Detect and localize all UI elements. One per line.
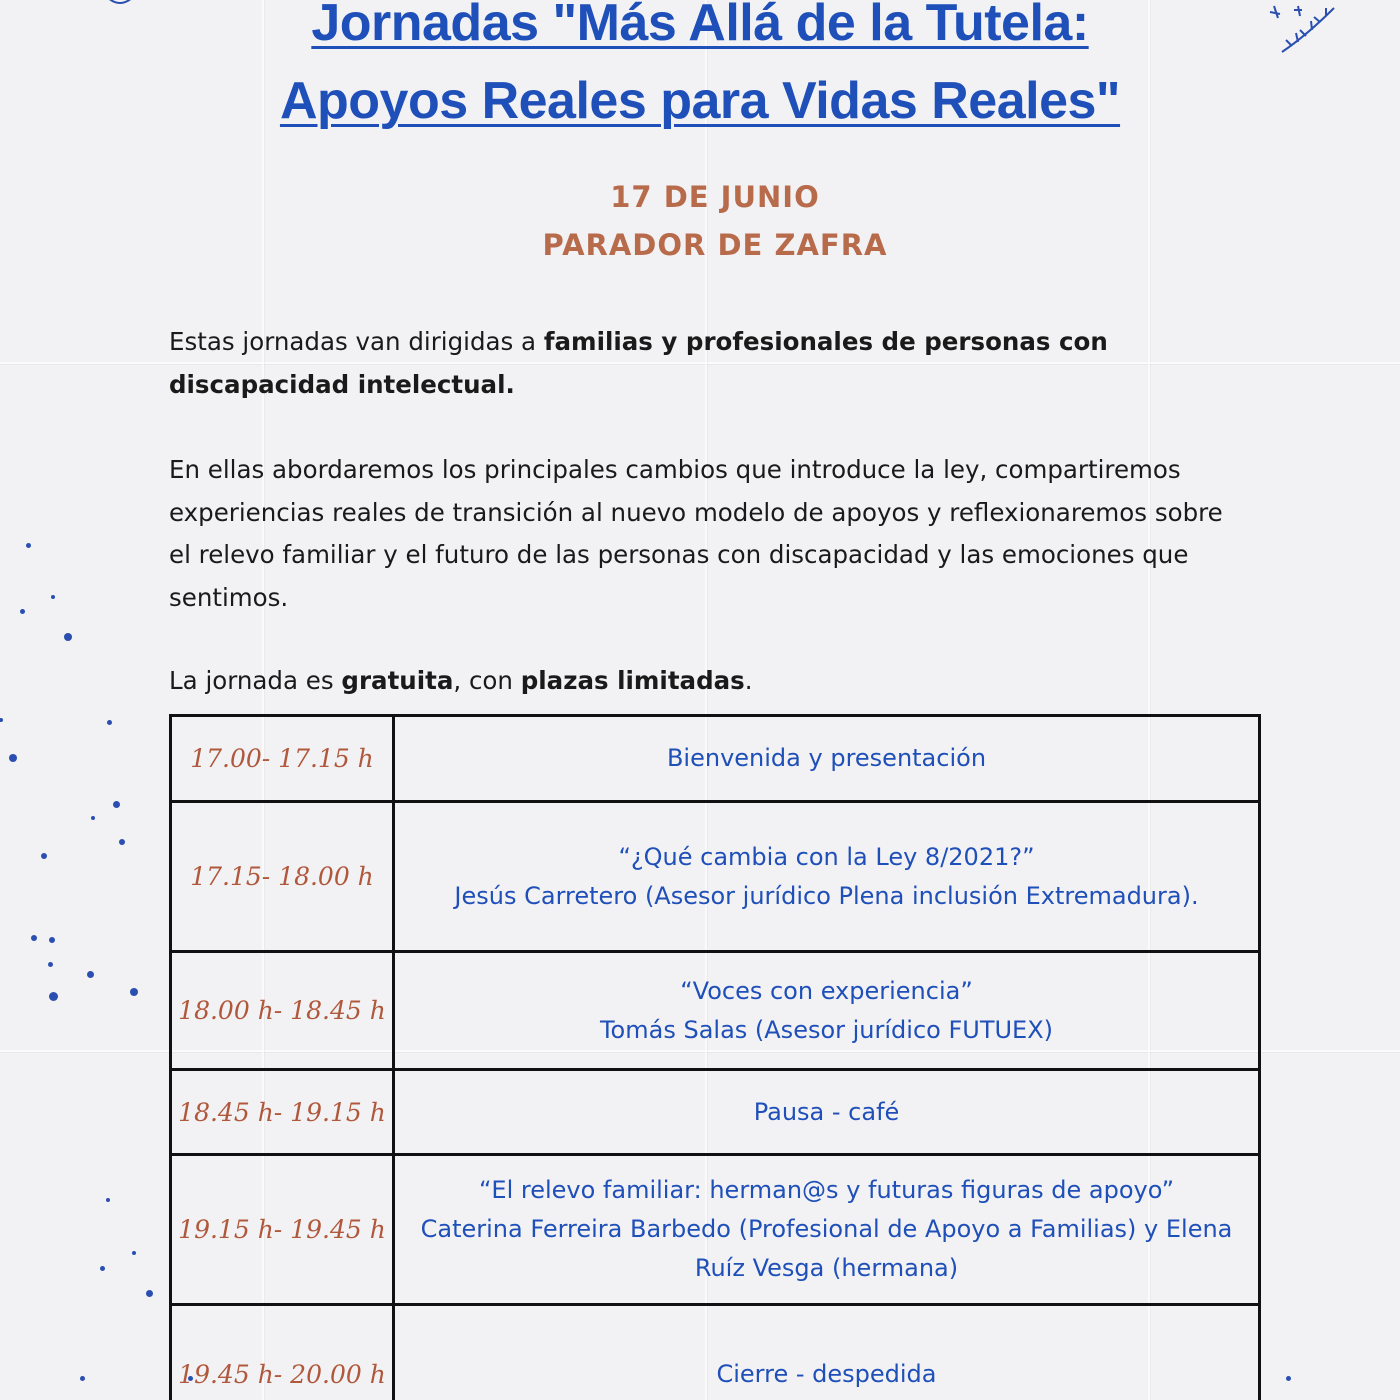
activity-title: “¿Qué cambia con la Ley 8/2021?” [618,842,1035,871]
table-row [171,716,1260,802]
activity-title: Pausa - café [753,1097,900,1126]
decorative-dot [146,1290,153,1297]
free-text-e: . [744,666,753,695]
table-row [171,952,1260,1070]
decorative-dot [26,543,31,548]
page-title-line-1: Jornadas "Más Allá de la Tutela: [311,0,1089,52]
decorative-dot [119,839,125,845]
decorative-dot [113,801,120,808]
activity-cell [394,802,1260,952]
decorative-dot [49,937,55,943]
schedule-table [169,714,1261,1400]
activity-title: “El relevo familiar: herman@s y futuras figuras de apoyo” [478,1176,1174,1204]
decorative-dot [9,754,17,762]
table-row [171,1155,1260,1305]
table-row [171,1305,1260,1400]
decorative-dot [100,1266,105,1271]
intro-bold-text: familias y profesionales de personas con discapacidad intelectual. [169,327,1108,399]
time-cell: 19.45 h- 20.00 h [171,1305,394,1400]
decorative-dot [0,718,3,722]
time-cell: 17.00- 17.15 h [171,716,394,802]
event-place: PARADOR DE ZAFRA [542,228,888,262]
activity-speaker: Jesús Carretero (Asesor jurídico Plena inclusión Extremadura). [454,881,1199,910]
decorative-dot [48,962,53,967]
activity-title: “Voces con experiencia” [680,976,973,1005]
decorative-dot [31,935,37,941]
decorative-dot [87,971,94,978]
activity-title: Cierre - despedida [716,1360,937,1388]
decorative-dot [49,992,58,1001]
activity-cell [394,1155,1260,1305]
event-date: 17 DE JUNIO [610,180,820,214]
activity-speaker: Tomás Salas (Asesor jurídico FUTUEX) [599,1015,1054,1044]
time-cell: 18.00 h- 18.45 h [171,952,394,1070]
time-cell: 18.45 h- 19.15 h [171,1070,394,1155]
activity-cell [394,952,1260,1070]
intro-paragraph-content: En ellas abordaremos los principales cambios que introduce la ley, compartiremos experiencias reales de transición al nuevo modelo de apoyos y reflexionaremos sobre el relevo familiar y el futuro de las personas con discapacidad y las emociones que sentimos. [169,455,1223,612]
time-cell: 17.15- 18.00 h [171,802,394,952]
decorative-dot [132,1251,136,1255]
free-bold-gratuita: gratuita [341,666,454,695]
decorative-dot [1286,1376,1291,1381]
activity-speaker-cont: Ruíz Vesga (hermana) [694,1254,959,1282]
decorative-dot [51,595,55,599]
free-text-a: La jornada es [169,666,342,695]
decorative-dot [80,1376,85,1381]
table-row [171,802,1260,952]
activity-cell [394,1305,1260,1400]
intro-paragraph-free [169,660,1249,703]
page-title-line-2: Apoyos Reales para Vidas Reales" [279,72,1121,130]
decorative-dot [91,816,95,820]
decorative-dot [20,609,25,614]
activity-speaker: Caterina Ferreira Barbedo (Profesional de Apoyo a Familias) y Elena [420,1215,1233,1243]
intro-text: Estas jornadas van dirigidas a [169,327,544,356]
decorative-dot [107,720,112,725]
activity-cell [394,1070,1260,1155]
intro-paragraph-audience [169,321,1249,406]
activity-title: Bienvenida y presentación [666,744,987,772]
decorative-dot [130,988,138,996]
activity-cell [394,716,1260,802]
decorative-dot [64,633,72,641]
free-bold-plazas: plazas limitadas [520,666,745,695]
decorative-dot [41,853,47,859]
table-row [171,1070,1260,1155]
time-cell: 19.15 h- 19.45 h [171,1155,394,1305]
free-text-c: , con [453,666,521,695]
decorative-dot [106,1198,110,1202]
